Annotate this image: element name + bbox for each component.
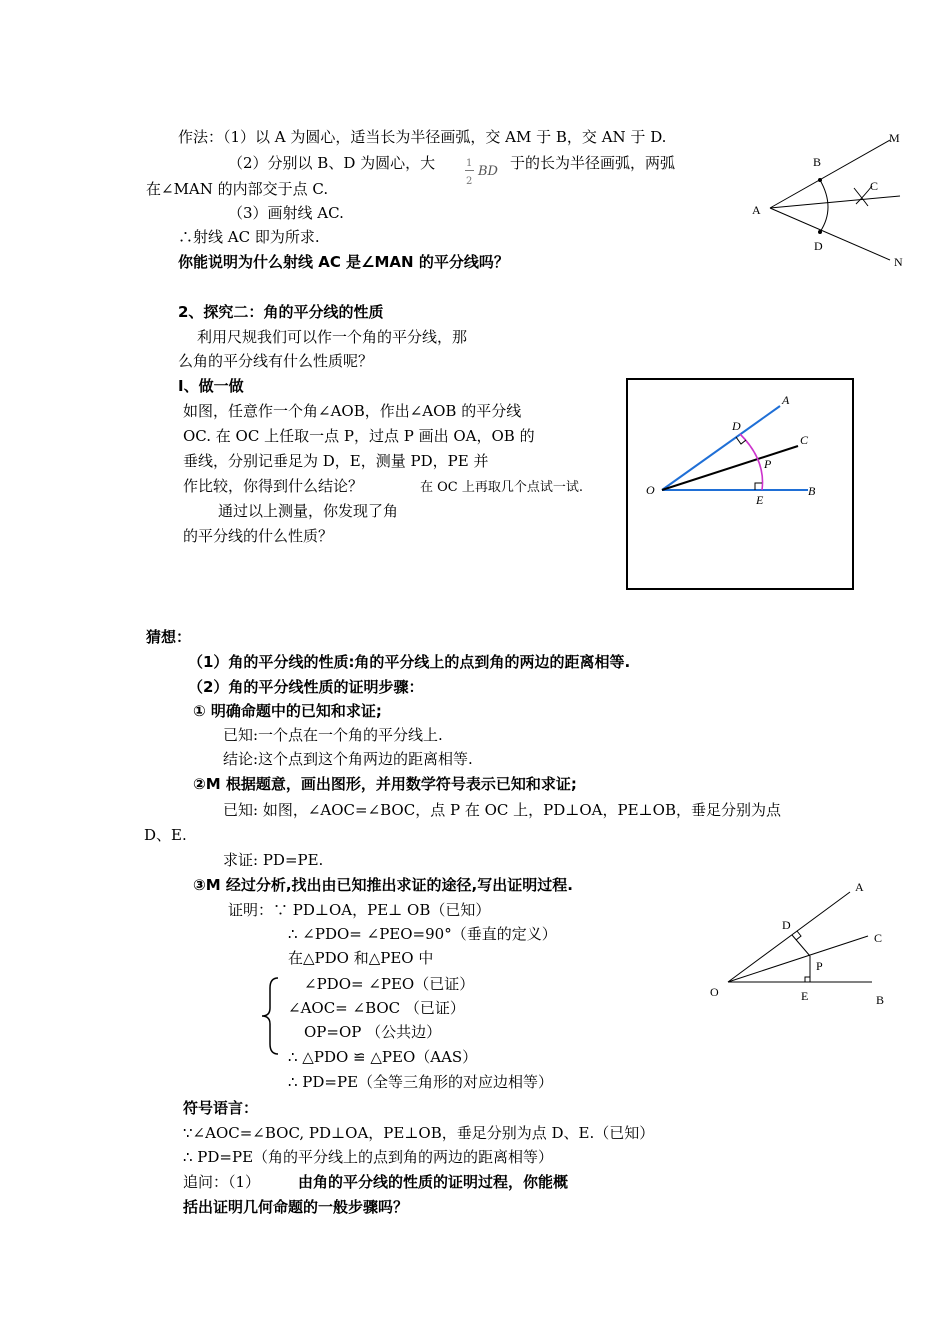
explore2-heading: 2、探究二：角的平分线的性质 (178, 303, 384, 321)
conjecture-result: 结论:这个点到这个角两边的距离相等. (223, 750, 473, 768)
construction-question: 你能说明为什么射线 AC 是∠MAN 的平分线吗？ (178, 253, 509, 271)
fig1-label-a: A (752, 203, 761, 217)
bisector-property-figure-box (626, 378, 854, 590)
right-angle-d-proof (796, 931, 801, 940)
fig3-label-e: E (801, 989, 809, 1003)
fig3-label-o: O (710, 985, 719, 999)
fig1-label-c: C (870, 179, 879, 193)
right-angle-e (755, 483, 762, 490)
construction-step3: （3）画射线 AC. (228, 204, 344, 222)
explore2-para4-tail: 在 OC 上再取几个点试一试. (420, 480, 584, 495)
proof-brace3: OP=OP （公共边） (304, 1023, 442, 1041)
proof-line5: ∴ PD=PE（全等三角形的对应边相等） (288, 1073, 554, 1091)
right-angle-e-proof (805, 977, 810, 982)
proof-brace (260, 976, 284, 1056)
conjecture-step1: ① 明确命题中的已知和求证; (193, 702, 382, 720)
explore2-subheading: Ⅰ、做一做 (178, 377, 244, 395)
fig2-label-c: C (800, 433, 809, 447)
fig3-label-c: C (874, 931, 883, 945)
symbolic-line2: ∴ PD=PE（角的平分线上的点到角的两边的距离相等） (183, 1148, 554, 1166)
explore2-para6: 的平分线的什么性质？ (183, 527, 334, 545)
explore2-para4: 作比较，你得到什么结论？ (183, 477, 364, 495)
fraction-bd-label: BD (478, 164, 498, 179)
ray-oc-proof (728, 936, 868, 982)
fig1-label-n: N (894, 255, 903, 269)
fig2-label-b: B (808, 484, 816, 498)
proof-line2: ∴ ∠PDO= ∠PEO=90°（垂直的定义） (288, 925, 557, 943)
proof-figure (700, 872, 900, 1012)
angle-bisector-construction-figure (740, 120, 930, 280)
conjecture-prove: 求证: PD=PE. (223, 851, 324, 869)
explore2-intro1: 利用尺规我们可以作一个角的平分线，那 (197, 328, 468, 346)
explore2-para1: 如图，任意作一个角∠AOB，作出∠AOB 的平分线 (183, 402, 522, 420)
construction-step2-b: 于的长为半径画弧，两弧 (510, 154, 676, 172)
fig1-label-d: D (814, 239, 823, 253)
fig2-label-d: D (732, 419, 741, 433)
ray-oa-proof (728, 892, 850, 982)
explore2-para3: 垂线，分别记垂足为 D，E，测量 PD，PE 并 (183, 452, 489, 470)
conjecture-given: 已知: 如图，∠AOC=∠BOC，点 P 在 OC 上，PD⊥OA，PE⊥OB，垂足分别为点 (223, 801, 781, 819)
followup-question-line2: 括出证明几何命题的一般步骤吗？ (183, 1198, 409, 1216)
construction-step2-c: 在∠MAN 的内部交于点 C. (146, 180, 329, 198)
conjecture-step3: ③M 经过分析,找出由已知推出求证的途径,写出证明过程. (193, 876, 573, 894)
fig3-label-d: D (782, 918, 791, 932)
fig3-label-a: A (855, 880, 864, 894)
ray-ac (770, 196, 900, 208)
conjecture-heading: 猜想： (146, 628, 192, 646)
fig3-label-b: B (876, 993, 885, 1007)
conjecture-step2: ②M 根据题意，画出图形，并用数学符号表示已知和求证; (193, 775, 577, 793)
conjecture-given-cont: D、E. (144, 826, 187, 844)
fig2-label-e: E (756, 493, 764, 507)
proof-line4: ∴ △PDO ≌ △PEO（AAS） (288, 1048, 478, 1066)
conjecture-item1: （1）角的平分线的性质:角的平分线上的点到角的两边的距离相等. (188, 653, 631, 671)
ray-am (770, 140, 890, 208)
fig3-label-p: P (816, 959, 823, 973)
construction-step2-a: （2）分别以 B、D 为圆心，大 (228, 154, 436, 172)
symbolic-line1: ∵∠AOC=∠BOC, PD⊥OA，PE⊥OB，垂足分别为点 D、E.（已知） (183, 1124, 655, 1142)
explore2-para5: 通过以上测量，你发现了角 (218, 502, 399, 520)
followup-question-line1: 由角的平分线的性质的证明过程，你能概 (298, 1173, 569, 1191)
symbolic-heading: 符号语言： (183, 1099, 259, 1117)
conjecture-known: 已知:一个点在一个角的平分线上. (223, 726, 443, 744)
fig2-label-o: O (646, 483, 655, 497)
segment-pd (792, 935, 810, 956)
bisector-property-figure (628, 380, 852, 588)
fig2-label-a: A (782, 393, 790, 407)
construction-conclusion: ∴射线 AC 即为所求. (178, 228, 320, 246)
proof-brace1: ∠PDO= ∠PEO（已证） (304, 975, 475, 993)
point-d (818, 230, 822, 234)
point-b (818, 178, 822, 182)
fig2-label-p: P (764, 457, 772, 471)
construction-step1: 作法：（1）以 A 为圆心，适当长为半径画弧，交 AM 于 B，交 AN 于 D. (178, 128, 667, 146)
fraction-half-bd: 1 2 BD (466, 158, 498, 187)
proof-line1: 证明：∵ PD⊥OA，PE⊥ OB（已知） (228, 901, 491, 919)
conjecture-item2: （2）角的平分线性质的证明步骤： (188, 678, 424, 696)
ray-an (770, 208, 890, 260)
fig1-label-m: M (889, 131, 900, 145)
explore2-para2: OC. 在 OC 上任取一点 P，过点 P 画出 OA，OB 的 (183, 427, 535, 445)
proof-line3: 在△PDO 和△PEO 中 (288, 949, 434, 967)
fig1-label-b: B (813, 155, 822, 169)
arc-bd (820, 180, 828, 232)
explore2-intro2: 么角的平分线有什么性质呢？ (178, 352, 374, 370)
followup-label: 追问：（1） (183, 1173, 261, 1191)
proof-brace2: ∠AOC= ∠BOC （已证） (288, 999, 465, 1017)
ray-oc (662, 446, 798, 490)
